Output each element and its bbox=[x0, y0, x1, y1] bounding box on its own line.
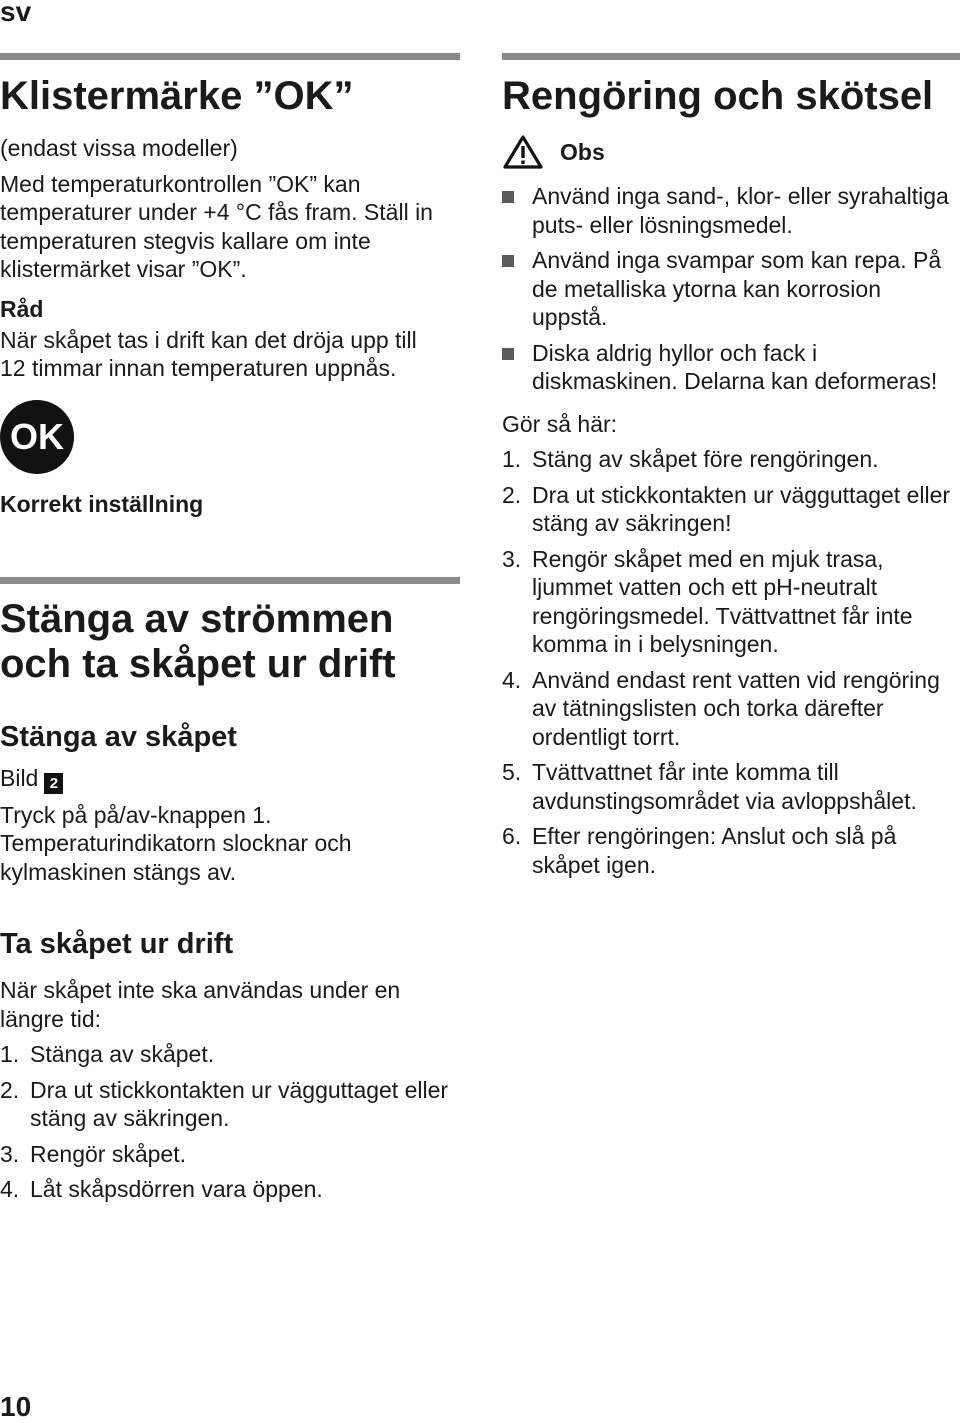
warning-list bbox=[502, 182, 960, 396]
figure-reference bbox=[0, 764, 460, 794]
decommission-heading: Ta skåpet ur drift bbox=[0, 928, 234, 960]
step-text: Rengör skåpet med en mjuk trasa, ljummet vatten och ett pH-neutralt rengöringsmedel. Tvättvattnet får inte komma in i belysningen. bbox=[532, 545, 913, 657]
step-item bbox=[0, 1140, 455, 1169]
warning-item bbox=[502, 182, 960, 239]
step-text: Rengör skåpet. bbox=[30, 1140, 186, 1167]
cleaning-title: Rengöring och skötsel bbox=[502, 74, 934, 118]
power-off-title-line1: Stänga av strömmen bbox=[0, 596, 394, 641]
step-text: Dra ut stickkontakten ur vägguttaget eller stäng av säkringen! bbox=[532, 481, 951, 536]
tip-label: Råd bbox=[0, 295, 44, 322]
power-off-title bbox=[0, 597, 460, 687]
warning-text: Använd inga svampar som kan repa. På de metalliska ytorna kan korrosion uppstå. bbox=[532, 247, 942, 330]
warning-item bbox=[502, 339, 960, 396]
step-item bbox=[502, 758, 960, 815]
left-column bbox=[0, 53, 460, 1204]
step-text: Använd endast rent vatten vid rengöring av tätningslisten och torka därefter ordentligt torrt. bbox=[532, 666, 940, 750]
ok-badge-icon: OK bbox=[0, 400, 74, 474]
warning-item bbox=[502, 246, 960, 332]
section-rule bbox=[0, 53, 460, 60]
step-text: Stäng av skåpet före rengöringen. bbox=[532, 446, 879, 472]
step-number: 1. bbox=[0, 1041, 20, 1067]
step-text: Dra ut stickkontakten ur vägguttaget eller stäng av säkringen. bbox=[30, 1076, 449, 1131]
cleaning-steps bbox=[502, 445, 960, 879]
step-text: Låt skåpsdörren vara öppen. bbox=[30, 1176, 323, 1202]
page-number: 10 bbox=[0, 1391, 32, 1422]
bullet-square-icon bbox=[502, 255, 514, 267]
warning-label: Obs bbox=[560, 139, 605, 165]
decommission-intro: När skåpet inte ska användas under en längre tid: bbox=[0, 977, 401, 1032]
language-code: sv bbox=[0, 0, 32, 27]
figure-number-badge: 2 bbox=[44, 773, 63, 794]
switch-off-heading: Stänga av skåpet bbox=[0, 720, 237, 753]
section-rule bbox=[0, 577, 460, 584]
right-column bbox=[502, 53, 960, 879]
sticker-title: Klistermärke ”OK” bbox=[0, 74, 354, 118]
step-number: 3. bbox=[502, 545, 522, 572]
sticker-body: Med temperaturkontrollen ”OK” kan temperaturer under +4 °C fås fram. Ställ in temperaturen stegvis kallare om inte klistermärket visar ”OK”. bbox=[0, 170, 433, 282]
warning-triangle-icon bbox=[502, 134, 544, 170]
figure-label: Bild bbox=[0, 764, 39, 791]
step-item bbox=[0, 1175, 455, 1204]
step-number: 4. bbox=[502, 666, 522, 693]
step-text: Efter rengöringen: Anslut och slå på skåpet igen. bbox=[532, 823, 897, 878]
sticker-subtitle: (endast vissa modeller) bbox=[0, 135, 238, 161]
step-item bbox=[0, 1040, 455, 1069]
step-number: 5. bbox=[502, 759, 522, 785]
step-item bbox=[502, 481, 960, 538]
step-text: Tvättvattnet får inte komma till avdunstingsområdet via avloppshålet. bbox=[532, 759, 917, 814]
warning-text: Diska aldrig hyllor och fack i diskmaskinen. Delarna kan deformeras! bbox=[532, 339, 938, 394]
section-rule bbox=[502, 53, 960, 60]
bullet-square-icon bbox=[502, 191, 514, 203]
step-number: 4. bbox=[0, 1176, 20, 1202]
decommission-steps bbox=[0, 1040, 455, 1204]
step-item bbox=[502, 445, 960, 474]
warning-text: Använd inga sand-, klor- eller syrahaltiga puts- eller lösningsmedel. bbox=[532, 183, 949, 238]
how-to-label: Gör så här: bbox=[502, 410, 618, 437]
step-number: 2. bbox=[0, 1076, 20, 1103]
step-item bbox=[0, 1076, 455, 1133]
step-number: 3. bbox=[0, 1140, 20, 1167]
badge-caption: Korrekt inställning bbox=[0, 490, 204, 517]
step-number: 6. bbox=[502, 823, 522, 849]
step-number: 1. bbox=[502, 446, 522, 472]
warning-header bbox=[502, 134, 960, 170]
tip-text: När skåpet tas i drift kan det dröja upp till 12 timmar innan temperaturen uppnås. bbox=[0, 326, 417, 381]
step-item bbox=[502, 545, 960, 659]
step-text: Stänga av skåpet. bbox=[30, 1041, 215, 1067]
switch-off-text: Tryck på på/av-knappen 1. Temperaturindikatorn slocknar och kylmaskinen stängs av. bbox=[0, 801, 352, 885]
power-off-title-line2: och ta skåpet ur drift bbox=[0, 641, 396, 686]
bullet-square-icon bbox=[502, 348, 514, 360]
step-number: 2. bbox=[502, 481, 522, 508]
step-item bbox=[502, 822, 960, 879]
step-item bbox=[502, 666, 960, 752]
